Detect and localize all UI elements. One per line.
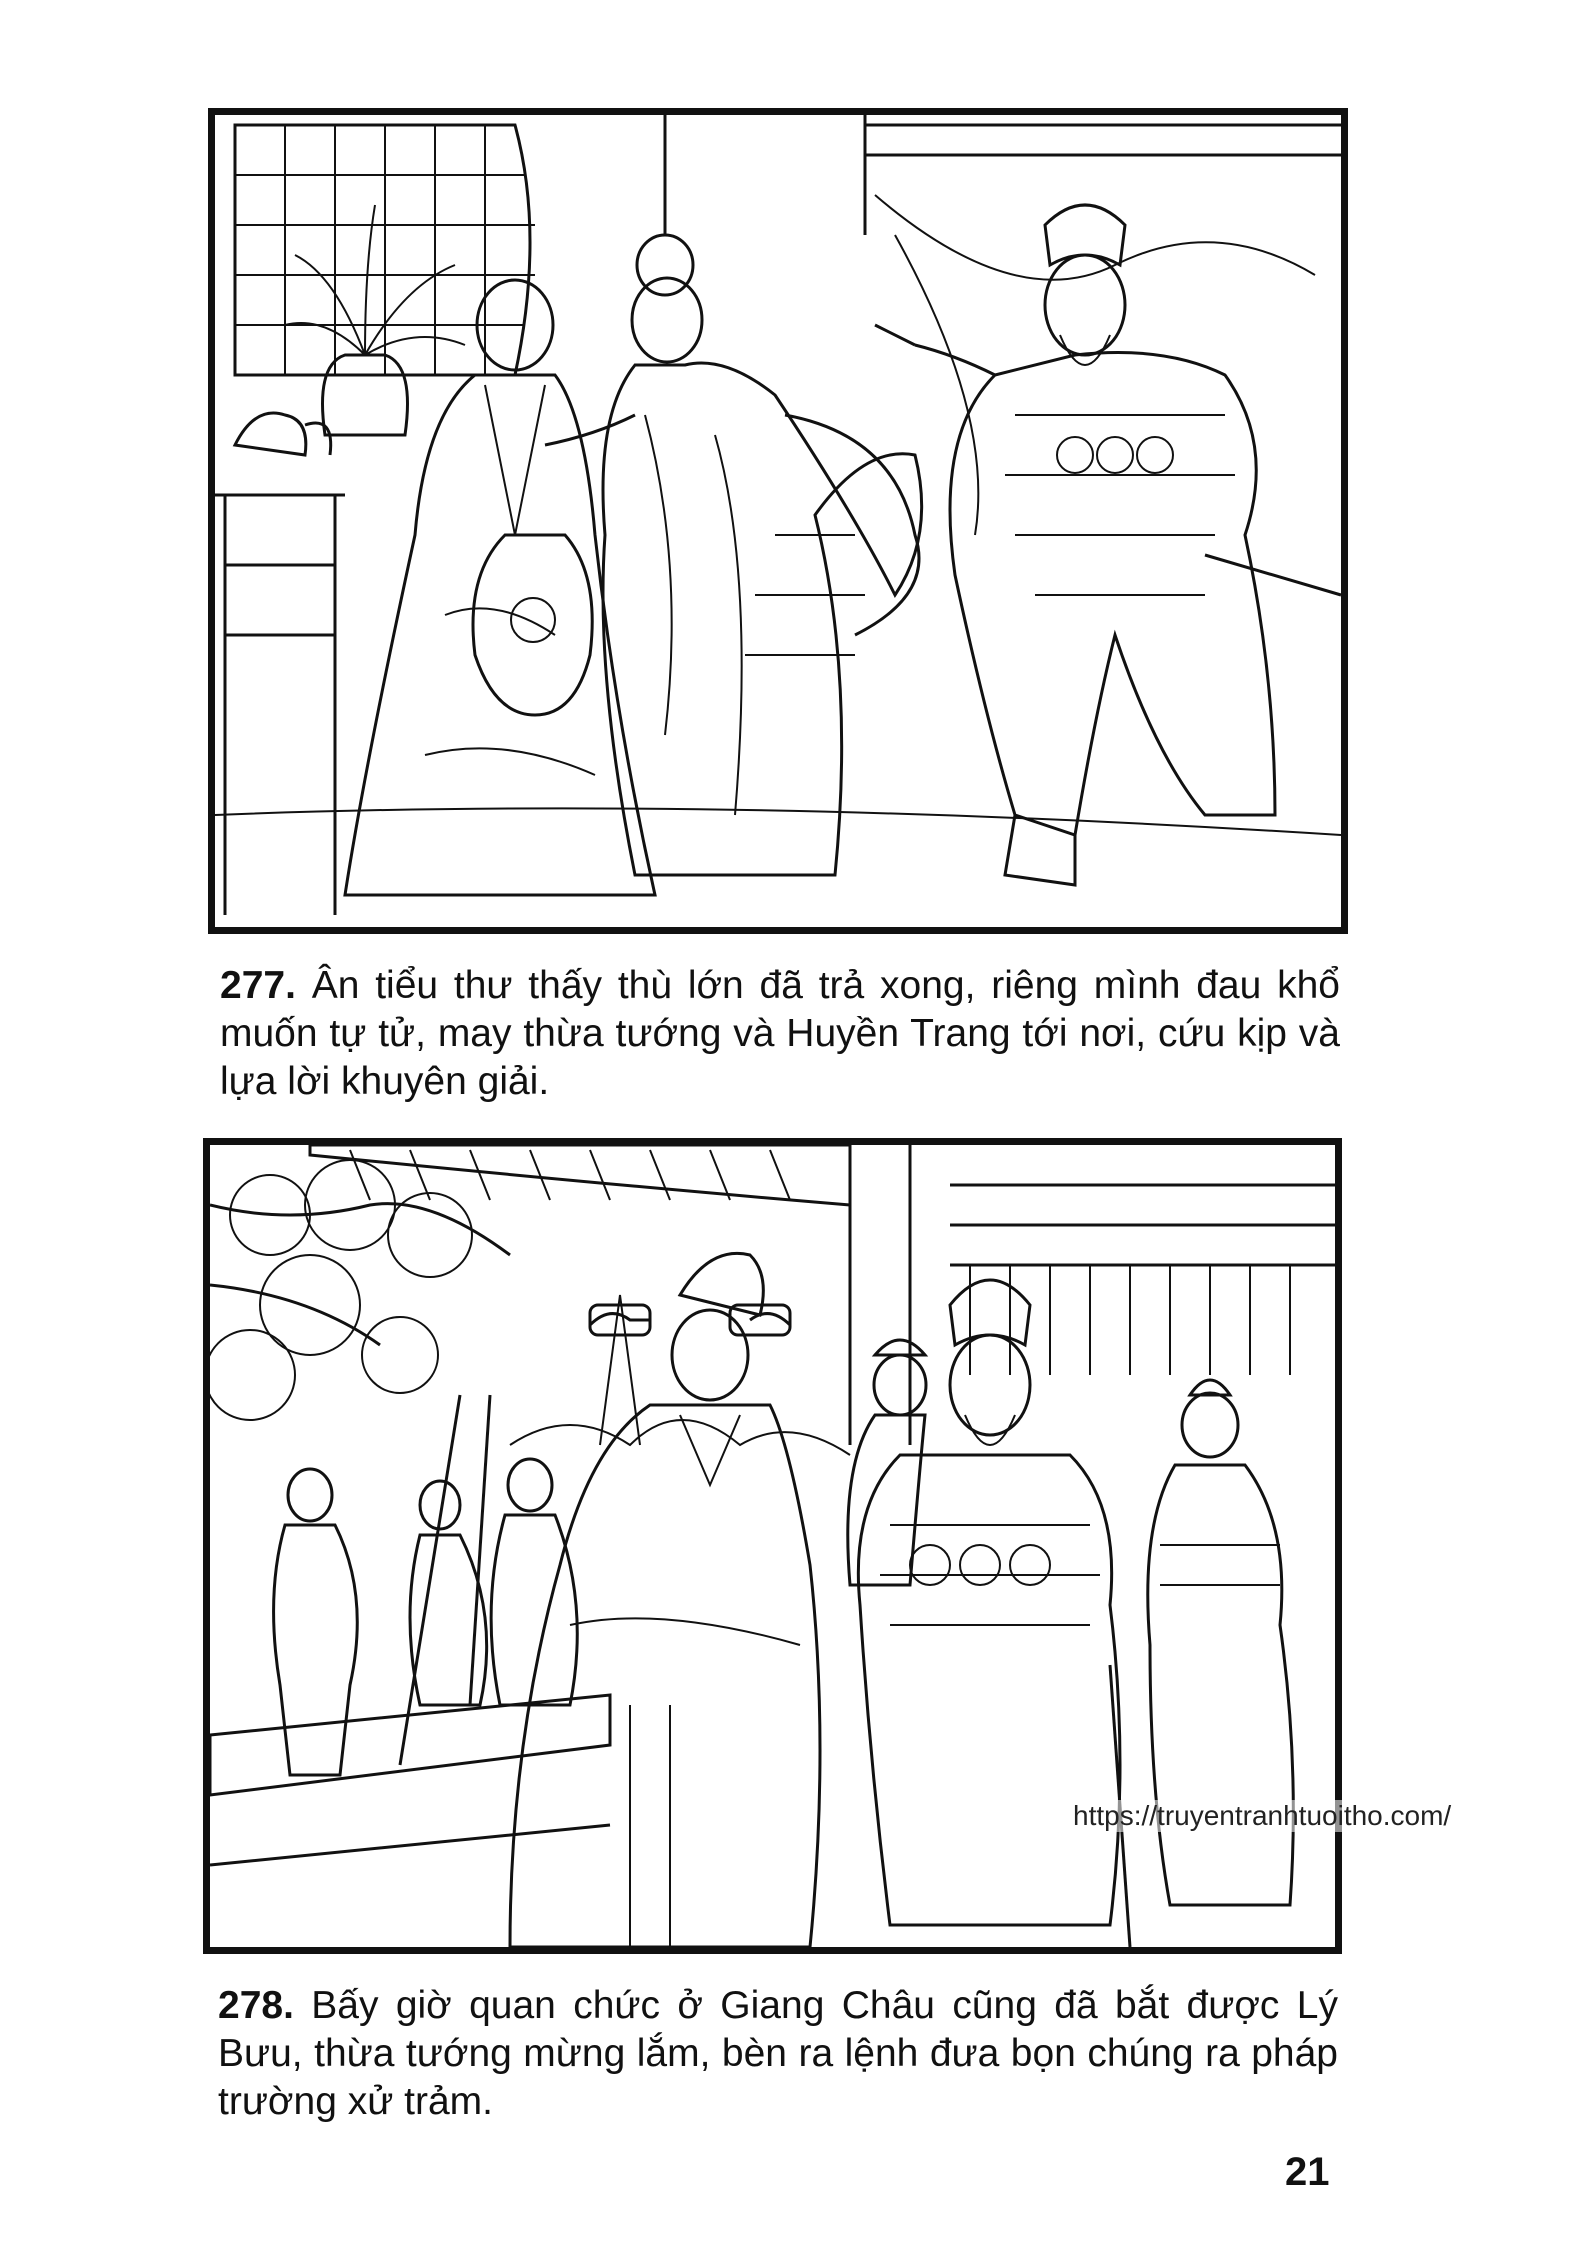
caption-text: Ân tiểu thư thấy thù lớn đã trả xong, riêng mình đau khổ muốn tự tử, may thừa tướng và Huyền Trang tới nơi, cứu kịp và lựa lời khuyên giải. xyxy=(220,964,1340,1103)
pillar xyxy=(850,1145,910,1445)
woman-figure xyxy=(603,235,922,875)
low-wall xyxy=(210,1695,610,1865)
watermark-url: https://truyentranhtuoitho.com/ xyxy=(1073,1800,1452,1831)
monk-figure xyxy=(345,280,655,895)
official-figure xyxy=(510,1253,820,1947)
caption-text: Bấy giờ quan chức ở Giang Châu cũng đã bắt được Lý Bưu, thừa tướng mừng lắm, bèn ra lệnh đưa bọn chúng ra pháp trường xử trảm. xyxy=(218,1984,1338,2123)
caption-number: 278. xyxy=(218,1984,294,2027)
caption-number: 277. xyxy=(220,964,296,1007)
page-number: 21 xyxy=(1285,2150,1330,2194)
floor-vase xyxy=(473,535,592,715)
floor-line xyxy=(215,808,1341,835)
illustration-hall-scene xyxy=(215,115,1341,927)
curtain xyxy=(665,115,1341,535)
general-figure xyxy=(875,205,1341,885)
caption-278 xyxy=(218,1982,1338,2126)
potted-plant xyxy=(285,205,465,435)
caption-277 xyxy=(220,962,1340,1106)
distant-background xyxy=(510,1295,850,1455)
tree xyxy=(210,1160,510,1420)
comic-panel-277 xyxy=(208,108,1348,934)
soldiers-group xyxy=(274,1395,578,1775)
general-figure-2 xyxy=(858,1280,1130,1947)
lattice-window xyxy=(235,125,535,375)
side-table xyxy=(215,413,345,915)
